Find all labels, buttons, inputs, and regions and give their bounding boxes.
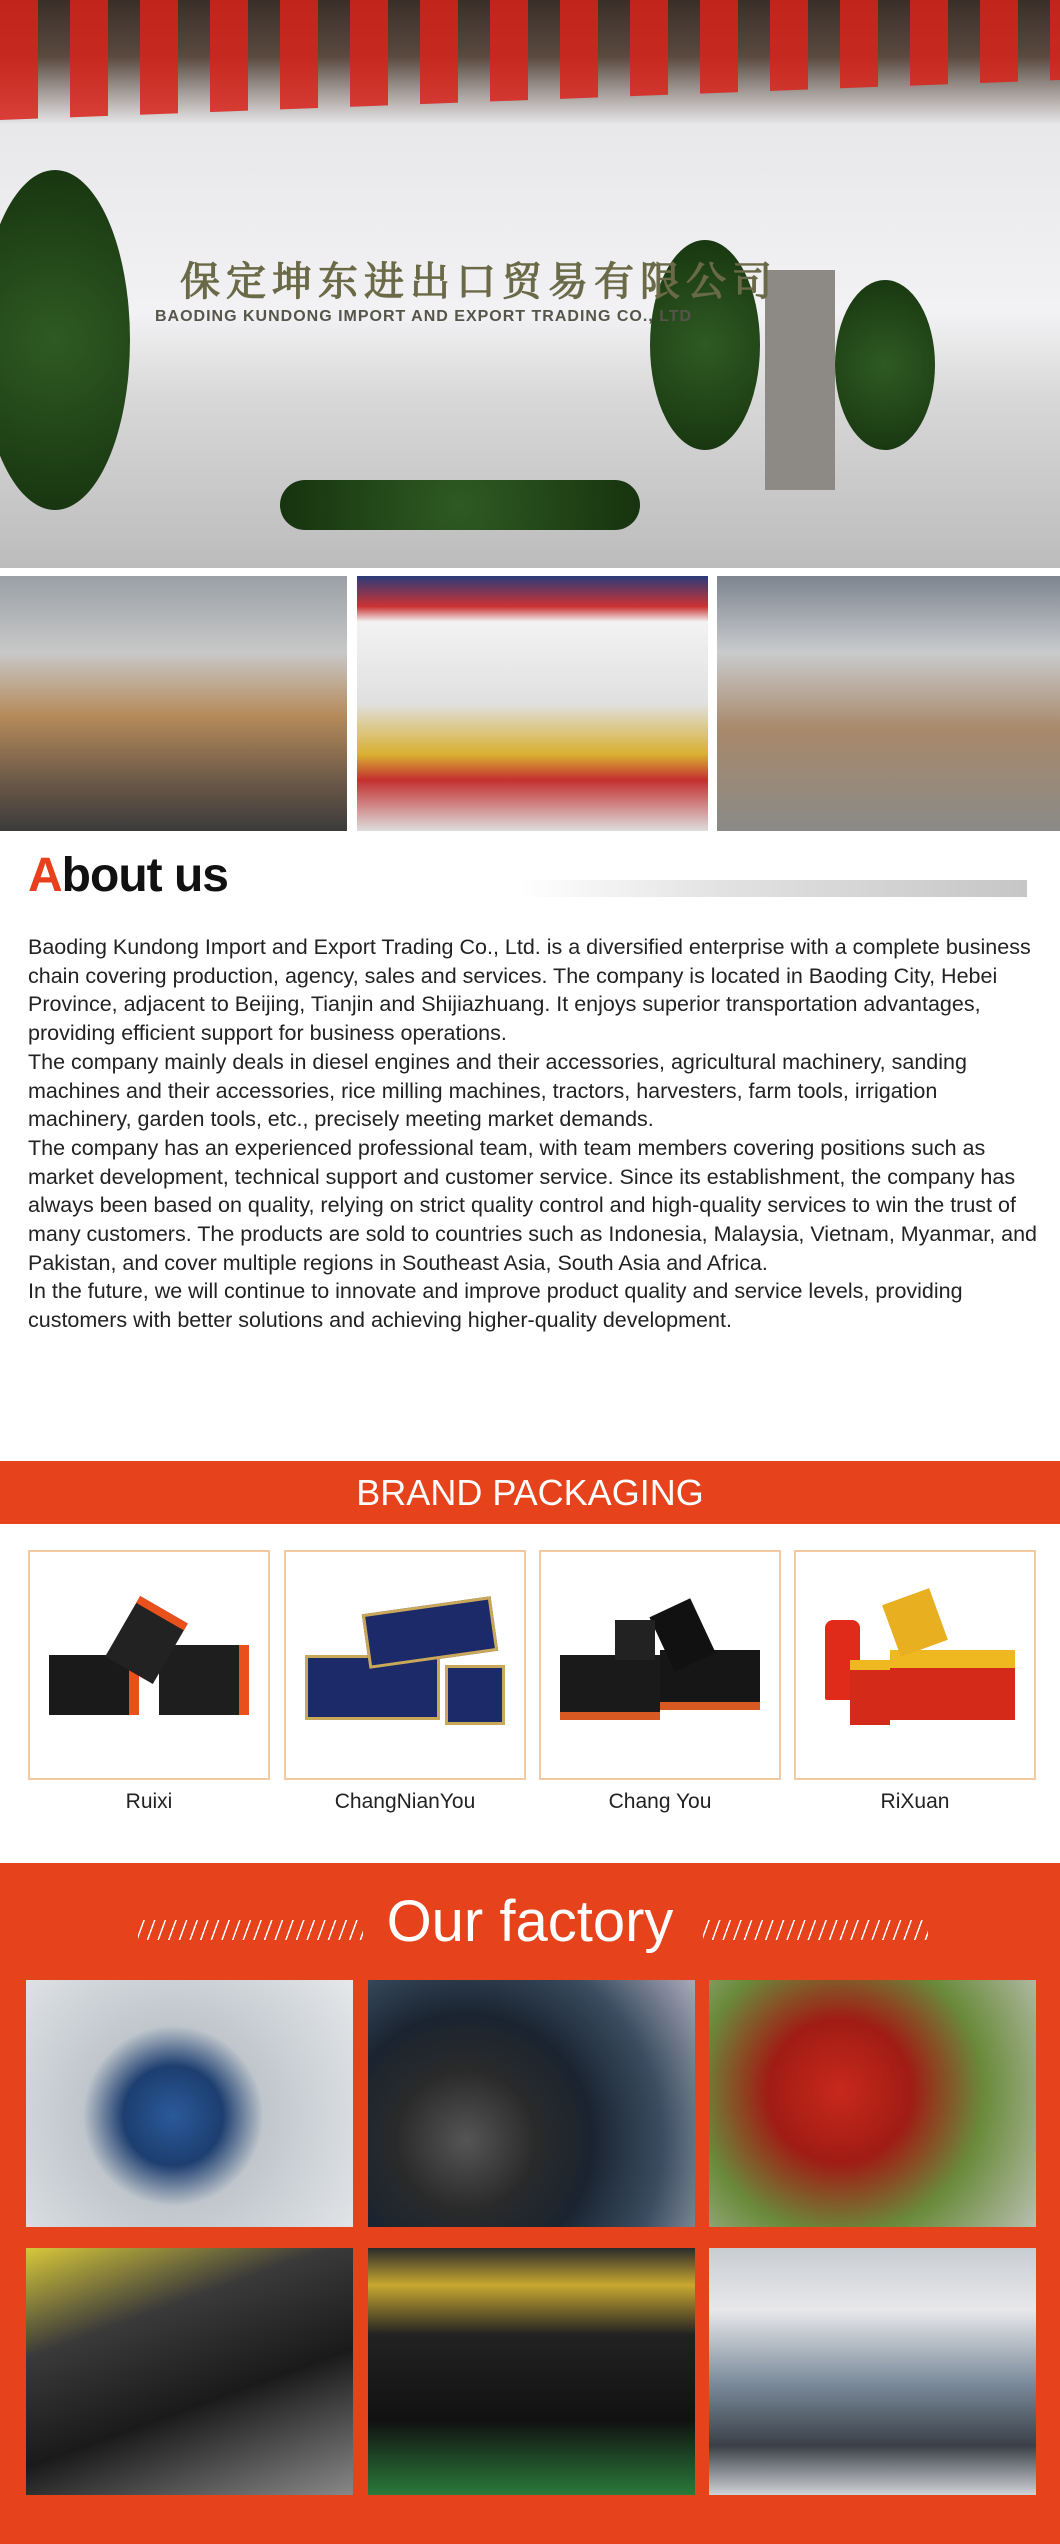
factory-photo-workshop [709,2248,1036,2495]
brand-card-ruixi[interactable] [28,1550,270,1780]
about-paragraph: In the future, we will continue to innovate and improve product quality and service levels, providing customers with better solutions and achieving higher-quality development. [28,1279,963,1333]
factory-photo-motors [26,1980,353,2227]
brand-packaging-banner: BRAND PACKAGING [0,1461,1060,1524]
brand-label: ChangNianYou [334,1790,476,1813]
plant [835,280,935,450]
plant [0,170,130,510]
warehouse-photo [717,576,1060,831]
packaging-image [49,1605,249,1725]
brand-label: Chang You [608,1790,712,1813]
brand-card-rixuan[interactable] [794,1550,1036,1780]
about-paragraph: The company has an experienced professional team, with team members covering positions such as market development, technical support and customer service. Since its establishment, the company has always been based on quality, relying on strict quality control and high-quality services to win the trust of many customers. The products are sold to countries such as Indonesia, Malaysia, Vietnam, Myanmar, and Pakistan, and cover multiple regions in Southeast Asia, South Asia and Africa. [28,1135,1038,1275]
about-paragraph: Baoding Kundong Import and Export Trading Co., Ltd. is a diversified enterprise with a complete business chain covering production, agency, sales and services. The company is located in Baoding City, Hebei Province, adjacent to Beijing, Tianjin and Shijiazhuang. It enjoys superior transportation advantages, providing efficient support for business operations. [28,935,1031,1046]
packaging-image [305,1605,505,1725]
factory-photo-engines-line [26,2248,353,2495]
about-text [28,933,1038,1335]
brand-card-changyou[interactable] [539,1550,781,1780]
brand-label: RiXuan [880,1790,950,1813]
about-heading [28,848,228,903]
flag-banners [0,0,1060,200]
factory-photo-gears [368,1980,695,2227]
brand-card-changnianyou[interactable] [284,1550,526,1780]
plant-row [280,480,640,530]
heading-decor-bar [520,880,1027,897]
about-paragraph: The company mainly deals in diesel engines and their accessories, agricultural machinery, sanding machines and their accessories, rice milling machines, tractors, harvesters, farm tools, irrigation machinery, garden tools, etc., precisely meeting market demands. [28,1049,967,1132]
factory-photo-engines-floor [368,2248,695,2495]
packaging-image [815,1605,1015,1725]
about-heading-rest: bout us [61,849,228,902]
about-heading-initial: A [28,849,62,902]
company-sign-en: BAODING KUNDONG IMPORT AND EXPORT TRADING CO., LTD [155,308,693,325]
company-sign-cn: 保定坤东进出口贸易有限公司 [180,259,778,305]
office-lobby-photo [0,0,1060,568]
warehouse-photo [0,576,347,831]
factory-heading: Our factory [386,1889,674,1954]
showroom-photo [357,576,708,831]
factory-photo-engine [709,1980,1036,2227]
decor-slashes [703,1920,928,1940]
packaging-image [560,1605,760,1725]
brand-label: Ruixi [125,1790,173,1813]
